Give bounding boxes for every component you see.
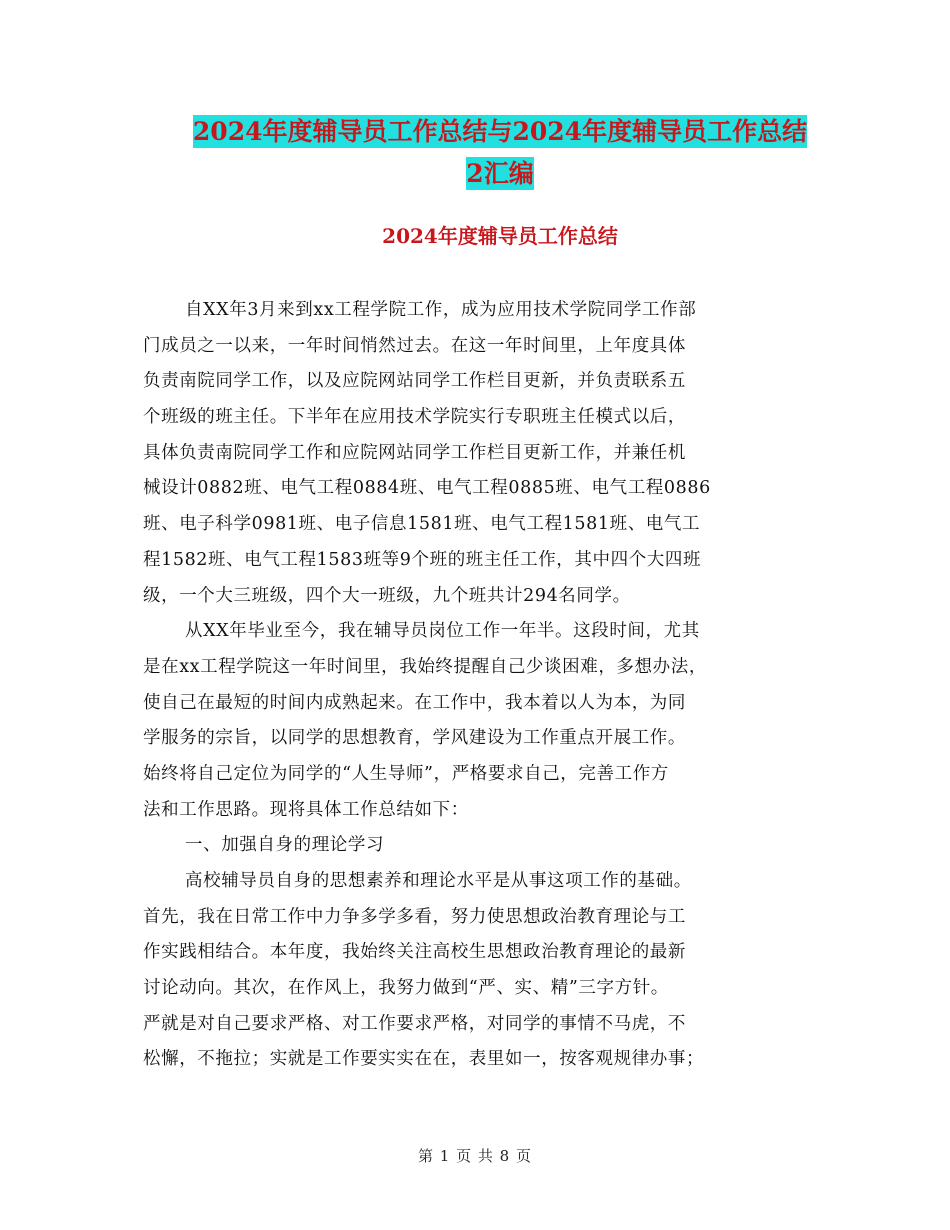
paragraph-line: 首先，我在日常工作中力争多学多看，努力使思想政治教育理论与工: [143, 906, 686, 927]
title-highlight: 2汇编: [466, 159, 534, 188]
paragraph-line: 自XX年3月来到xx工程学院工作，成为应用技术学院同学工作部: [185, 300, 697, 320]
paragraph-line: 是在xx工程学院这一年时间里，我始终提醒自己少谈困难，多想办法，: [143, 656, 707, 677]
paragraph-line: 松懈，不拖拉；实就是工作要实实在在，表里如一，按客观规律办事；: [143, 1049, 705, 1070]
page-footer: 第 1 页 共 8 页: [418, 1147, 532, 1165]
paragraph-line: 高校辅导员自身的思想素养和理论水平是从事这项工作的基础。: [185, 871, 692, 891]
paragraph-line: 使自己在最短的时间内成熟起来。在工作中，我本着以人为本，为同: [143, 692, 686, 713]
paragraph-line: 具体负责南院同学工作和应院网站同学工作栏目更新工作，并兼任机: [143, 442, 686, 463]
paragraph-line: 作实践相结合。本年度，我始终关注高校生思想政治教育理论的最新: [143, 942, 686, 963]
paragraph-line: 负责南院同学工作，以及应院网站同学工作栏目更新，并负责联系五: [143, 371, 686, 392]
paragraph-line: 班、电子科学0981班、电子信息1581班、电气工程1581班、电气工: [143, 514, 701, 535]
paragraph-line: 从XX年毕业至今，我在辅导员岗位工作一年半。这段时间，尤其: [185, 621, 700, 642]
paragraph-line: 械设计0882班、电气工程0884班、电气工程0885班、电气工程0886: [143, 478, 711, 499]
title-highlight: 2024年度辅导员工作总结与2024年度辅导员工作总结: [192, 117, 808, 146]
paragraph-line: 学服务的宗旨，以同学的思想教育，学风建设为工作重点开展工作。: [143, 728, 686, 749]
paragraph-line: 法和工作思路。现将具体工作总结如下：: [143, 799, 469, 820]
paragraph-line: 讨论动向。其次，在作风上，我努力做到“严、实、精”三字方针。: [143, 978, 669, 999]
paragraph-line: 级，一个大三班级，四个大一班级，九个班共计294名同学。: [143, 585, 631, 606]
subheading: 一、加强自身的理论学习: [185, 835, 385, 856]
section-title: 2024年度辅导员工作总结: [382, 224, 618, 248]
paragraph-line: 门成员之一以来，一年时间悄然过去。在这一年时间里，上年度具体: [143, 335, 686, 356]
paragraph-line: 严就是对自己要求严格、对工作要求严格，对同学的事情不马虎，不: [143, 1013, 686, 1034]
document-title-line-2: [140, 152, 860, 196]
paragraph-line: 程1582班、电气工程1583班等9个班的班主任工作，其中四个大四班: [143, 549, 702, 570]
paragraph-line: 个班级的班主任。下半年在应用技术学院实行专职班主任模式以后，: [143, 407, 686, 428]
document-title-line-1: [140, 110, 860, 154]
document-body: [143, 293, 815, 1078]
paragraph-line: 始终将自己定位为同学的“人生导师”，严格要求自己，完善工作方: [143, 763, 669, 784]
